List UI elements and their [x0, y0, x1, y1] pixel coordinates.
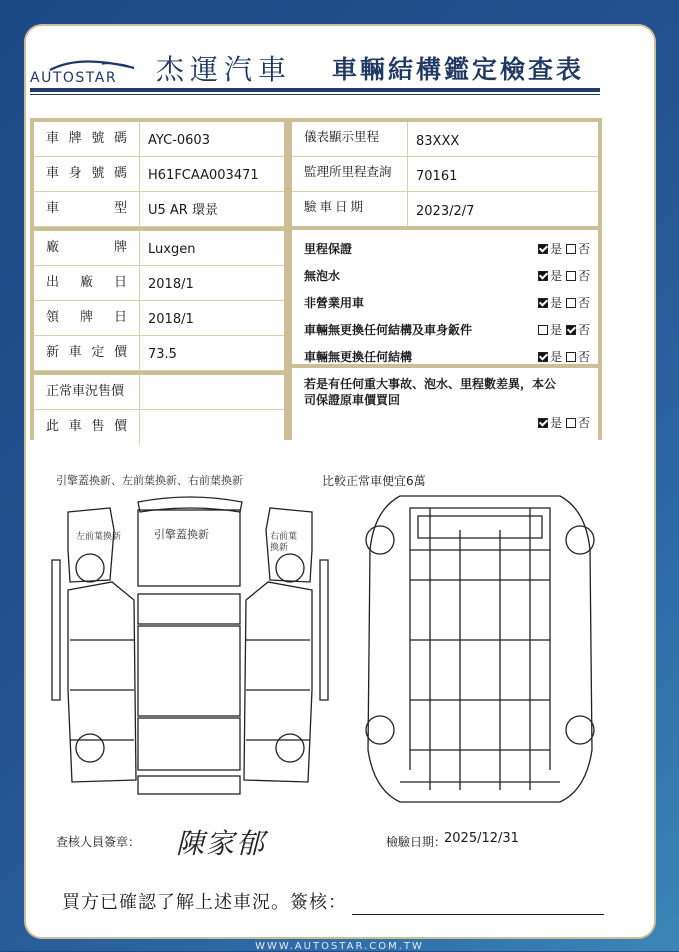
row-label: 正常車況售價 — [34, 375, 140, 409]
frame-structure-diagram — [360, 490, 600, 810]
row-value: 83XXX — [416, 134, 460, 149]
yes-no-options — [538, 348, 590, 365]
yes-label: 是 — [550, 242, 563, 256]
inspection-date-label: 檢驗日期： — [386, 835, 447, 849]
inspector-signature: 陳家郁 — [176, 827, 267, 860]
right-fender-note: 右前葉換新 — [270, 532, 298, 553]
no-label: 否 — [577, 350, 590, 364]
info-row — [34, 122, 284, 157]
row-value: 70161 — [416, 169, 458, 184]
row-label: 廠牌 — [34, 231, 140, 265]
info-row — [34, 231, 284, 266]
info-row — [34, 410, 284, 444]
left-fender-note: 左前葉換新 — [76, 532, 122, 542]
page-title: 車輛結構鑑定檢查表 — [332, 55, 585, 84]
row-value: Luxgen — [148, 242, 196, 257]
inspection-date-value: 2025/12/31 — [444, 831, 519, 846]
yes-no-options — [538, 321, 590, 338]
row-label: 新車定價 — [34, 336, 140, 370]
yes-checkbox[interactable] — [538, 298, 548, 308]
row-label: 領牌日 — [34, 301, 140, 335]
row-label: 車型 — [34, 192, 140, 226]
yes-checkbox[interactable] — [538, 325, 548, 335]
guarantee-box — [292, 368, 598, 440]
no-label: 否 — [577, 323, 590, 337]
vehicle-info-column — [34, 122, 284, 444]
row-value: 73.5 — [148, 347, 177, 362]
header — [30, 46, 600, 86]
checklist-item — [304, 294, 590, 314]
row-label: 此車售價 — [34, 410, 140, 444]
yes-no-options — [538, 267, 590, 284]
row-label: 驗車日期 — [292, 192, 408, 226]
car-frame-diagram — [360, 490, 600, 810]
info-row — [292, 157, 598, 192]
info-table — [30, 118, 602, 440]
info-row — [34, 266, 284, 301]
row-label: 監理所里程查詢 — [292, 157, 408, 191]
yes-label: 是 — [550, 323, 563, 337]
checklist-question: 非營業用車 — [304, 296, 365, 310]
row-value: AYC-0603 — [148, 133, 210, 148]
row-label: 出廠日 — [34, 266, 140, 300]
title-rule — [30, 88, 600, 92]
info-row — [34, 157, 284, 192]
autostar-logo — [30, 60, 138, 88]
row-label: 儀表顯示里程 — [292, 122, 408, 156]
damage-summary: 引擎蓋換新、左前葉換新、右前葉換新 — [56, 474, 243, 487]
inspection-info — [292, 122, 598, 226]
no-checkbox[interactable] — [566, 325, 576, 335]
checklist-item — [304, 348, 590, 368]
info-row — [34, 336, 284, 371]
row-label: 車身號碼 — [34, 157, 140, 191]
no-checkbox[interactable] — [566, 418, 576, 428]
buyer-confirmation: 買方已確認了解上述車況。簽核： — [62, 892, 347, 913]
company-name: 杰運汽車 — [156, 53, 293, 86]
price-note: 比較正常車便宜6萬 — [322, 474, 426, 488]
row-value: 2023/2/7 — [416, 204, 475, 219]
checklist — [292, 230, 598, 364]
no-label: 否 — [577, 296, 590, 310]
yes-label: 是 — [550, 269, 563, 283]
yes-checkbox[interactable] — [538, 352, 548, 362]
no-checkbox[interactable] — [566, 271, 576, 281]
hood-note: 引擎蓋換新 — [154, 528, 209, 541]
row-label: 車牌號碼 — [34, 122, 140, 156]
yes-no-options — [538, 294, 590, 311]
info-row — [292, 122, 598, 157]
footer-url: WWW.AUTOSTAR.COM.TW — [255, 941, 424, 952]
title-rule-thin — [30, 94, 600, 95]
body-panel-diagram — [50, 490, 330, 810]
no-checkbox[interactable] — [566, 298, 576, 308]
checklist-item — [304, 240, 590, 260]
yes-label: 是 — [550, 296, 563, 310]
yes-checkbox[interactable] — [538, 418, 548, 428]
info-row — [292, 192, 598, 226]
row-value: 2018/1 — [148, 312, 194, 327]
no-label: 否 — [577, 416, 590, 430]
checklist-question: 車輛無更換任何結構及車身鈑件 — [304, 323, 473, 337]
inspector-signature-label: 查核人員簽章： — [56, 835, 141, 849]
checklist-question: 無泡水 — [304, 269, 341, 283]
yes-no-options — [538, 240, 590, 257]
checklist-question: 里程保證 — [304, 242, 353, 256]
row-value: 2018/1 — [148, 277, 194, 292]
info-row — [34, 375, 284, 410]
yes-label: 是 — [550, 416, 563, 430]
checklist-question: 車輛無更換任何結構 — [304, 350, 413, 364]
info-row — [34, 301, 284, 336]
checklist-item — [304, 321, 590, 341]
yes-label: 是 — [550, 350, 563, 364]
no-label: 否 — [577, 242, 590, 256]
buyer-signature-line[interactable] — [352, 914, 604, 915]
inspection-column — [292, 122, 598, 430]
no-checkbox[interactable] — [566, 352, 576, 362]
yes-checkbox[interactable] — [538, 244, 548, 254]
row-value: U5 AR 環景 — [148, 203, 218, 218]
guarantee-text: 若是有任何重大事故、泡水、里程數差異，本公司保證原車價買回 — [304, 377, 557, 407]
no-label: 否 — [577, 269, 590, 283]
info-row — [34, 192, 284, 227]
row-value: H61FCAA003471 — [148, 168, 259, 183]
logo-text: AUTOSTAR — [30, 70, 118, 86]
no-checkbox[interactable] — [566, 244, 576, 254]
checklist-item — [304, 267, 590, 287]
yes-checkbox[interactable] — [538, 271, 548, 281]
yes-no-options — [538, 414, 590, 431]
